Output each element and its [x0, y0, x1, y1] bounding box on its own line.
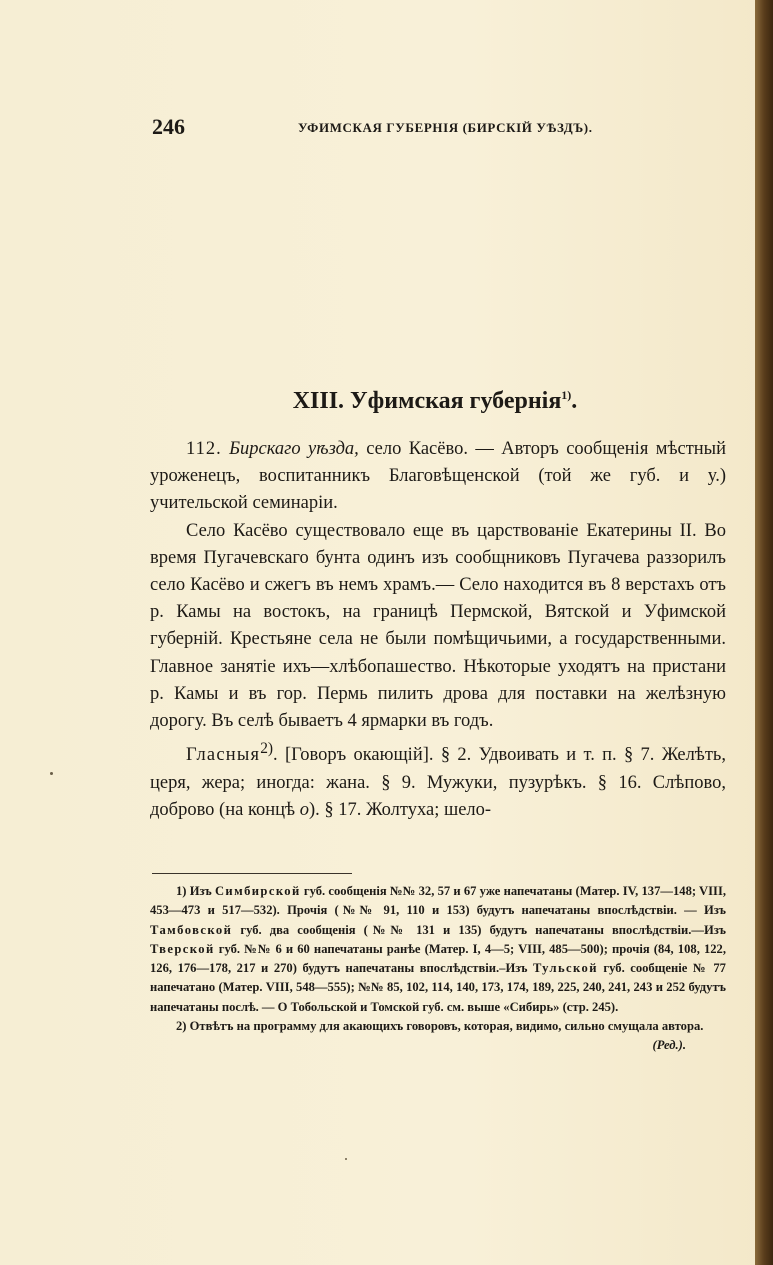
chapter-title: XIII. Уфимская губернія$^{1)}$.	[292, 388, 578, 414]
footnote-1-text-a: 1) Изъ	[176, 884, 212, 898]
paper-speck	[345, 1158, 347, 1160]
page-number: 246	[152, 114, 185, 139]
district-name: Бирскаго уѣзда,	[229, 439, 359, 459]
footnote-1-text-b: губ. сообщенія №№ 32, 57 и 67 уже напечатаны (Матер. IV, 137—148; VIII, 453—473 и 517—532). Прочія (№№ 91, 110 и 153) будутъ напечатаны впослѣдствіи. — Изъ	[150, 884, 726, 918]
vowels-footnote-ref: 2)	[260, 740, 274, 758]
running-head: УФИМСКАЯ ГУБЕРНІЯ (БИРСКІЙ УѢЗДЪ).	[298, 120, 593, 135]
book-spine-edge	[755, 0, 773, 1265]
footnote-1-text-c: губ. два сообщенія (№№ 131 и 135) будутъ напечатаны впослѣдствіи.—Изъ	[240, 922, 726, 937]
paragraph-3	[150, 735, 726, 824]
footnote-1-tambov: Тамбовской	[150, 922, 233, 937]
body-text	[150, 436, 726, 824]
editor-note: (Ред.).	[652, 1038, 686, 1053]
footnotes	[150, 882, 726, 1056]
chapter-title-footnote-ref: 1)	[561, 388, 572, 402]
paragraph-3-italic: о	[299, 799, 309, 820]
footnote-1	[150, 882, 726, 1017]
vowels-heading: Гласныя	[186, 745, 261, 766]
footnote-1-text-e: губ. сообщеніе № 77 напечатано (Матер. VIII, 548—555); №№ 85, 102, 114, 140, 173, 174, 189, 225, 240, 241, 243 и 252 будутъ напечатаны послѣ. — О Тобольской и Томской губ. см. выше «Сибирь» (стр. 245).	[150, 961, 726, 1014]
footnote-1-tver: Тверской	[150, 941, 215, 956]
footnote-2	[150, 1017, 726, 1053]
chapter-title-text: XIII. Уфимская губернія	[292, 388, 562, 414]
footnote-1-simbirsk: Симбирской	[214, 884, 301, 898]
page-header	[152, 114, 722, 144]
paper-speck	[50, 772, 53, 775]
paragraph-3-text-a: . [Говоръ окающій]. § 2. Удвоивать и т. п. § 7. Желѣть, церя, жера; иногда: жана. § 9. Мужуки, пузурѣкъ. § 16. Слѣпово, доброво (на концѣ	[150, 745, 726, 820]
footnote-1-tula: Тульской	[532, 961, 598, 976]
footnote-2-text: 2) Отвѣтъ на программу для акающихъ говоровъ, которая, видимо, сильно смущала автора.	[176, 1019, 704, 1034]
paragraph-3-text-b: ). § 17. Жолтуха; шело-	[308, 799, 492, 820]
footnote-1-text-d: губ. №№ 6 и 60 напечатаны ранѣе (Матер. I, 4—5; VIII, 485—500); прочія (84, 108, 122, 126, 176—178, 217 и 270) будутъ напечатаны впослѣдствіи.–Изъ	[150, 941, 726, 976]
paragraph-1-text: село Касёво. — Авторъ сообщенія мѣстный уроженецъ, воспитанникъ Благовѣщенской (той же губ. и у.) учительской семинаріи.	[150, 439, 727, 514]
paragraph-2	[150, 518, 726, 736]
entry-number: 112.	[186, 439, 222, 459]
footnote-divider	[152, 873, 352, 874]
paragraph-1	[150, 436, 726, 518]
paragraph-2-text: Село Касёво существовало еще въ царствованіе Екатерины II. Во время Пугачевскаго бунта одинъ изъ сообщниковъ Пугачева раззорилъ село Касёво и сжегъ въ немъ храмъ.— Село находится въ 8 верстахъ отъ р. Камы на востокъ, на границѣ Пермской, Вятской и Уфимской губерній. Крестьяне села не были помѣщичьими, а государственными. Главное занятіе ихъ—хлѣбопашество. Нѣкоторые уходятъ на пристани р. Камы и въ гор. Пермь пилить дрова для поставки на желѣзную дорогу. Въ селѣ бываетъ 4 ярмарки въ годъ.	[150, 520, 726, 732]
